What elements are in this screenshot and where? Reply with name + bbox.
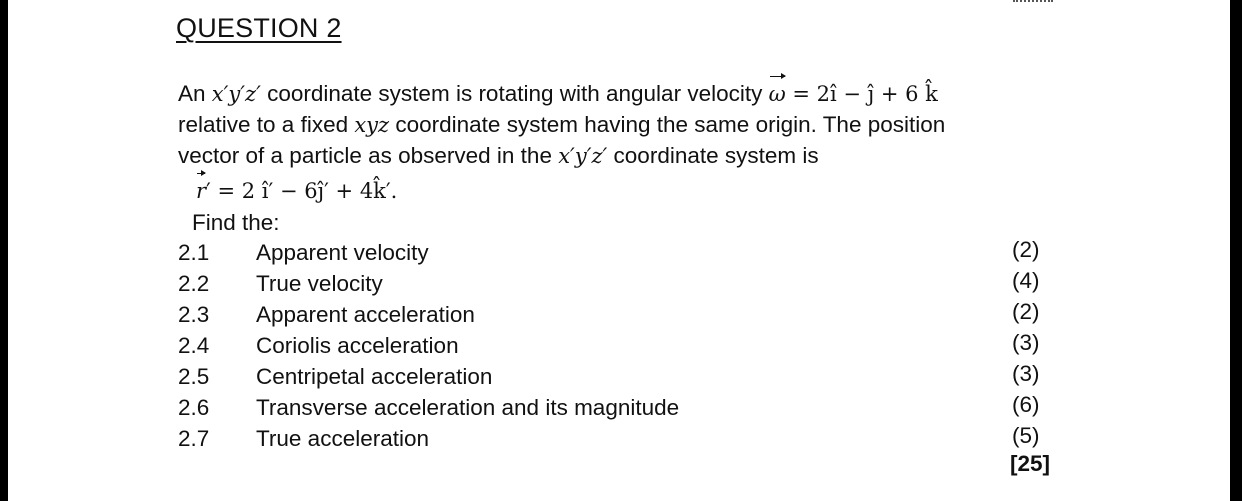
item-marks: (6)	[1012, 392, 1040, 417]
position-expression: ′ = 2 î′ − 6ĵ′ + 4k̂′.	[206, 179, 398, 203]
position-vector-equation	[196, 175, 397, 207]
find-label: Find the:	[192, 210, 280, 235]
intro-line-2	[178, 109, 945, 141]
item-number: 2.1	[178, 240, 210, 265]
rotating-frame-symbol: x′y′z′	[211, 82, 261, 106]
item-label: True velocity	[256, 271, 383, 296]
item-label: True acceleration	[256, 426, 430, 451]
item-number: 2.4	[178, 333, 210, 358]
item-number: 2.6	[178, 395, 210, 420]
item-label: Coriolis acceleration	[256, 333, 459, 358]
item-marks: (2)	[1012, 237, 1040, 262]
item-marks: (5)	[1012, 423, 1040, 448]
item-number: 2.3	[178, 302, 210, 327]
list-item	[178, 392, 1048, 425]
intro-line1-text-a: An	[178, 81, 212, 106]
rotating-frame-symbol-2: x′y′z′	[558, 144, 608, 168]
total-marks: [25]	[1010, 451, 1051, 476]
list-item	[178, 299, 1048, 332]
question-heading: QUESTION 2	[176, 13, 342, 43]
intro-line-1	[178, 78, 938, 110]
omega-vector-symbol: ω	[769, 79, 786, 110]
page-edge-mark	[1013, 0, 1053, 2]
item-label: Apparent acceleration	[256, 302, 475, 327]
item-marks: (3)	[1012, 361, 1040, 386]
intro-line-3	[178, 140, 819, 172]
intro-line2-text-b: coordinate system having the same origin. The position	[389, 112, 946, 137]
intro-line2-text-a: relative to a fixed	[178, 112, 355, 137]
item-label: Transverse acceleration and its magnitude	[256, 395, 680, 420]
fixed-frame-symbol: xyz	[354, 113, 390, 137]
intro-line1-text-b: coordinate system is rotating with angular velocity	[260, 81, 769, 106]
list-item	[178, 268, 1048, 301]
list-item	[178, 423, 1048, 456]
list-item	[178, 237, 1048, 270]
list-item	[178, 330, 1048, 363]
item-number: 2.5	[178, 364, 210, 389]
item-marks: (3)	[1012, 330, 1040, 355]
intro-line3-text-b: coordinate system is	[607, 143, 819, 168]
question-paper	[8, 0, 1230, 501]
item-marks: (2)	[1012, 299, 1040, 324]
omega-expression: = 2î − ĵ + 6 k̂	[785, 82, 938, 106]
item-marks: (4)	[1012, 268, 1040, 293]
list-item	[178, 361, 1048, 394]
item-label: Apparent velocity	[256, 240, 429, 265]
position-vector-symbol: r	[196, 176, 206, 207]
item-number: 2.2	[178, 271, 210, 296]
intro-line3-text-a: vector of a particle as observed in the	[178, 143, 559, 168]
item-number: 2.7	[178, 426, 210, 451]
item-label: Centripetal acceleration	[256, 364, 493, 389]
